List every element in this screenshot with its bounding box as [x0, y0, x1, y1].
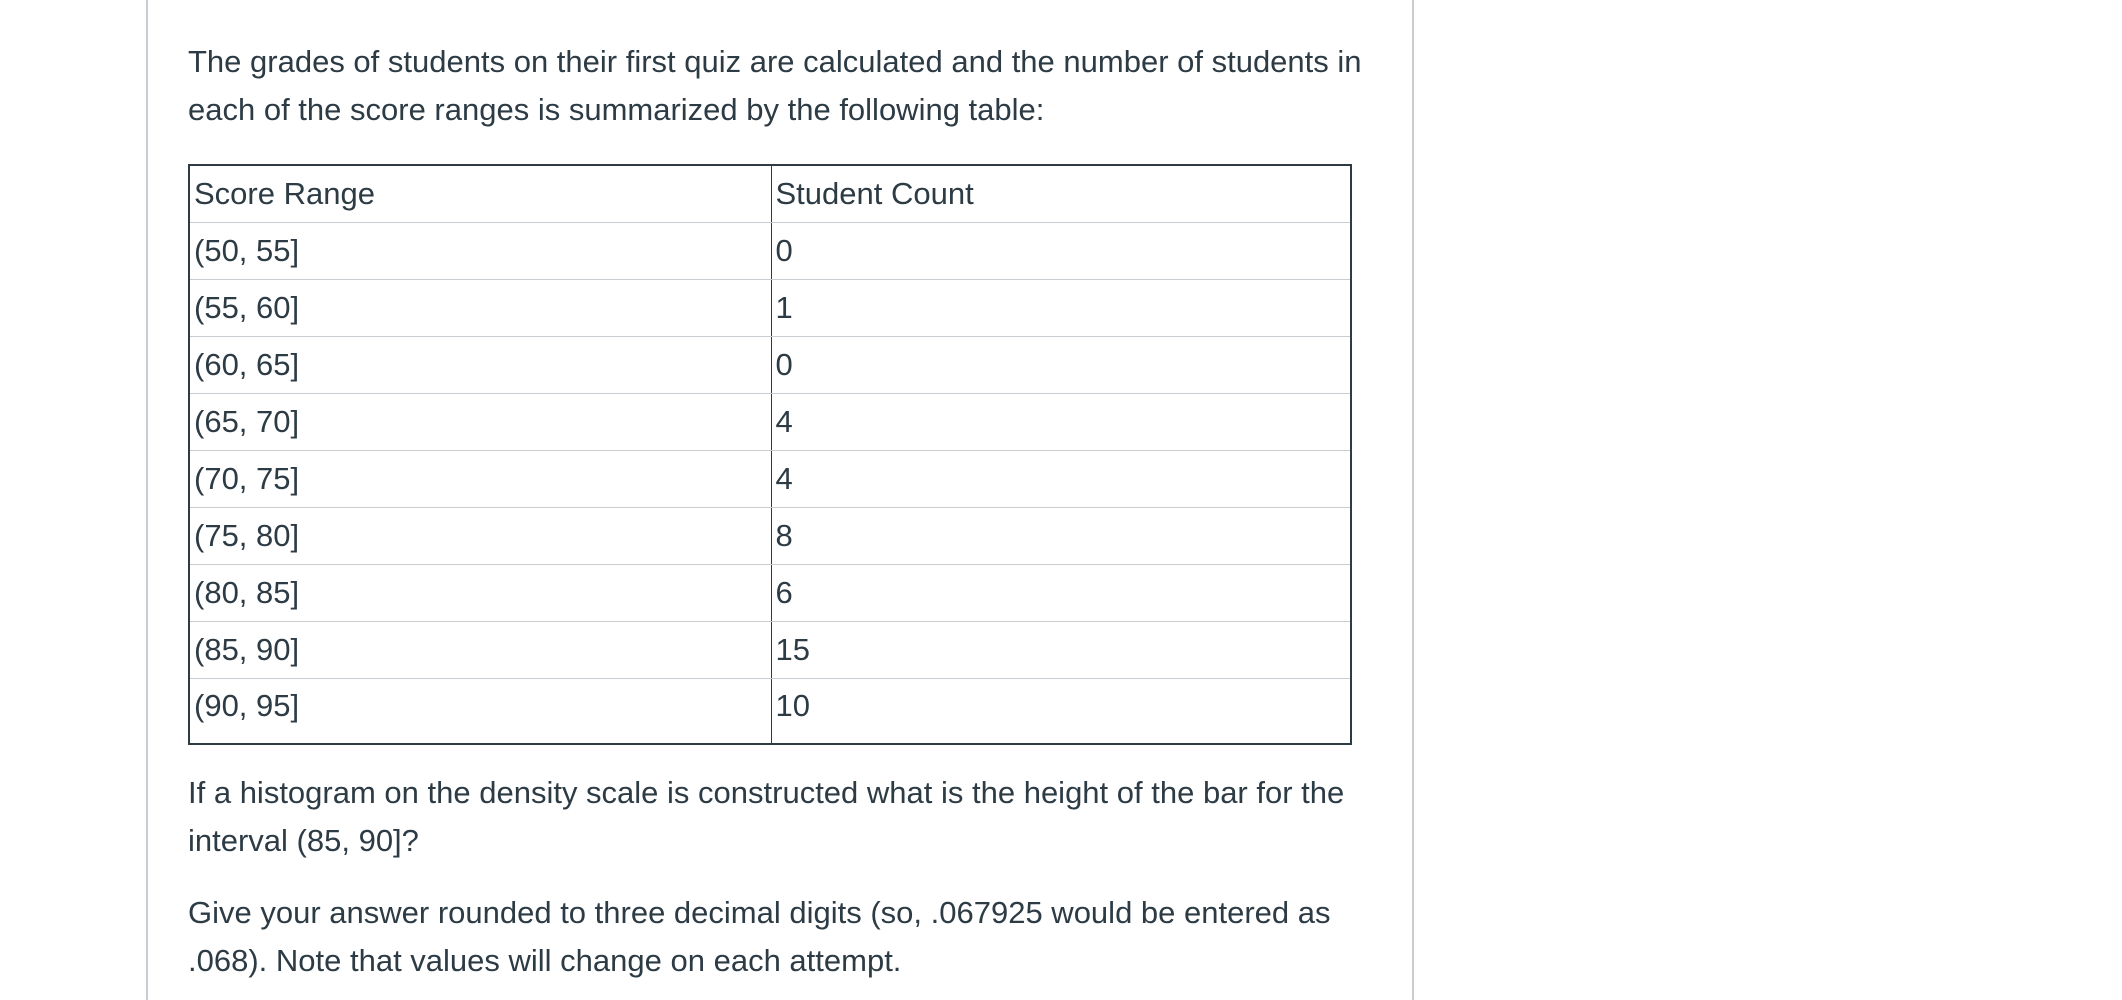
table-row [189, 393, 1351, 450]
score-range-cell: (60, 65] [189, 336, 771, 393]
header-score-range: Score Range [189, 165, 771, 222]
student-count-cell: 0 [771, 336, 1351, 393]
score-range-cell: (55, 60] [189, 279, 771, 336]
question-text: If a histogram on the density scale is constructed what is the height of the bar for the interval (85, 90]? [188, 775, 1345, 858]
student-count-cell: 4 [771, 450, 1351, 507]
student-count-cell: 4 [771, 393, 1351, 450]
table-body [189, 222, 1351, 744]
question-body [188, 38, 1378, 985]
student-count-cell: 8 [771, 507, 1351, 564]
student-count-cell: 0 [771, 222, 1351, 279]
table-row [189, 507, 1351, 564]
score-table [188, 164, 1352, 745]
student-count-cell: 10 [771, 678, 1351, 744]
intro-text: The grades of students on their first quiz are calculated and the number of students in each of the score ranges is summarized by the following table: [188, 44, 1362, 127]
table-row [189, 450, 1351, 507]
score-range-cell: (65, 70] [189, 393, 771, 450]
table-row [189, 222, 1351, 279]
student-count-cell: 1 [771, 279, 1351, 336]
table-row [189, 678, 1351, 744]
table-row [189, 564, 1351, 621]
table-row [189, 336, 1351, 393]
score-range-cell: (80, 85] [189, 564, 771, 621]
instruction-text: Give your answer rounded to three decimal digits (so, .067925 would be entered as .068). Note that values will change on each attempt. [188, 895, 1331, 978]
table-row [189, 621, 1351, 678]
student-count-cell: 15 [771, 621, 1351, 678]
header-student-count: Student Count [771, 165, 1351, 222]
score-range-cell: (90, 95] [189, 678, 771, 744]
student-count-cell: 6 [771, 564, 1351, 621]
score-range-cell: (85, 90] [189, 621, 771, 678]
score-range-cell: (50, 55] [189, 222, 771, 279]
table-header-row [189, 165, 1351, 222]
score-range-cell: (75, 80] [189, 507, 771, 564]
score-range-cell: (70, 75] [189, 450, 771, 507]
question-panel [146, 0, 1414, 1000]
table-row [189, 279, 1351, 336]
